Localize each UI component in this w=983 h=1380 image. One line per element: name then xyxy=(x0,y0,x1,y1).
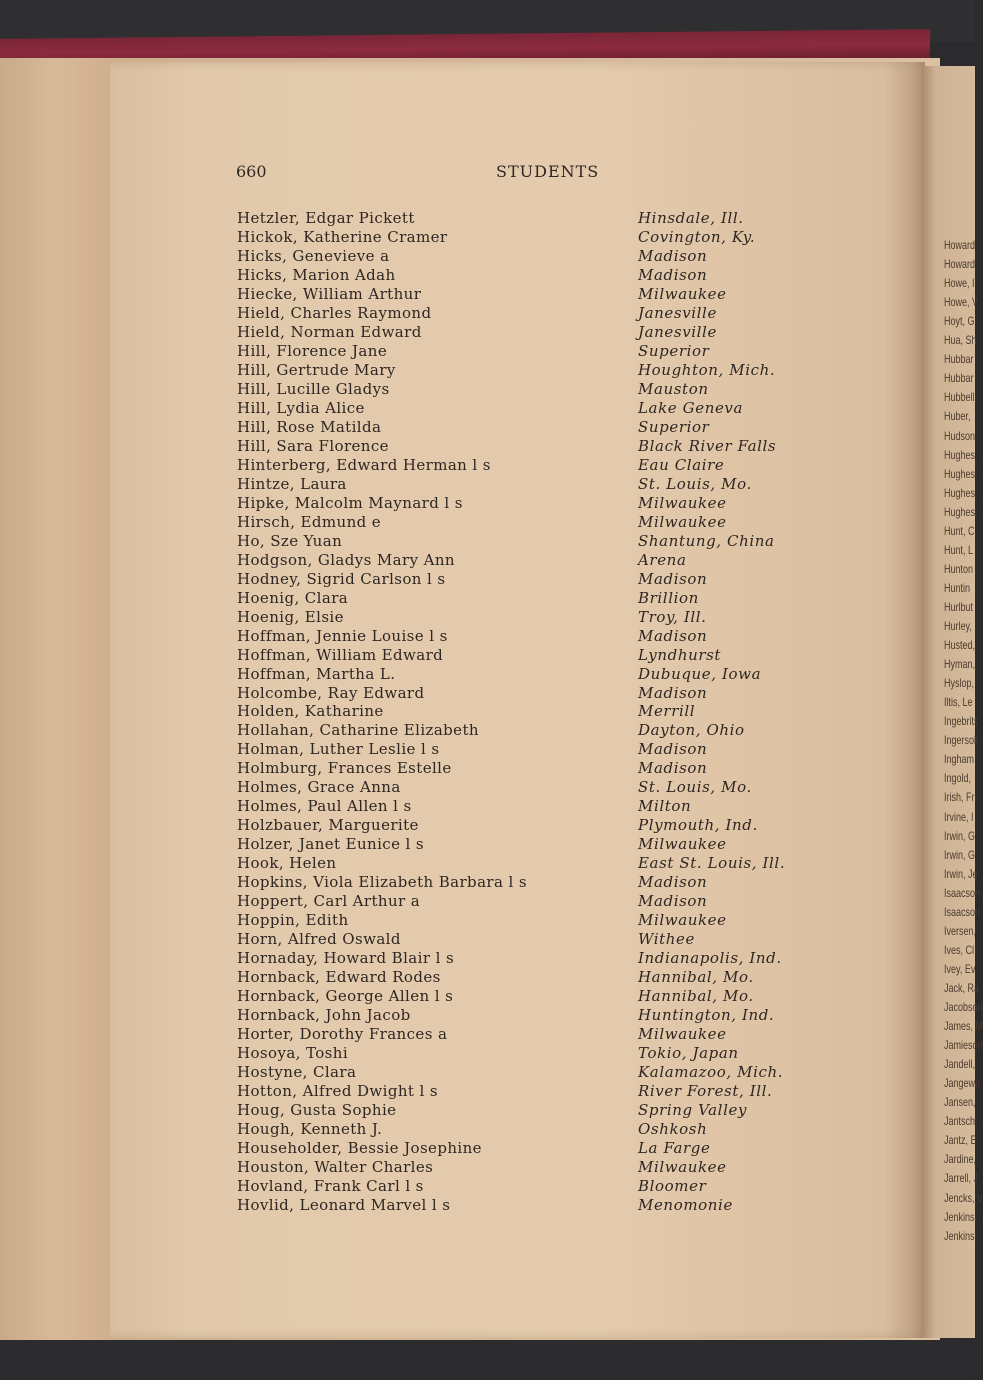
student-hometown: St. Louis, Mo. xyxy=(638,474,752,493)
student-name: Hostyne, Clara xyxy=(237,1063,357,1082)
student-hometown: Troy, Ill. xyxy=(638,607,707,626)
student-name: Holcombe, Ray Edward xyxy=(237,683,425,702)
student-name: Hill, Florence Jane xyxy=(237,341,388,360)
student-hometown: Menomonie xyxy=(638,1195,733,1214)
student-hometown: Indianapolis, Ind. xyxy=(638,949,782,968)
student-hometown: Superior xyxy=(638,341,710,360)
student-hometown: Kalamazoo, Mich. xyxy=(638,1063,784,1082)
student-name: Householder, Bessie Josephine xyxy=(237,1139,482,1158)
list-item xyxy=(0,987,975,1006)
adjacent-page-fragment: Isaacson xyxy=(944,885,981,900)
adjacent-page-fragment: Jenkins, xyxy=(944,1228,978,1243)
list-item xyxy=(0,551,975,570)
student-name: Hodgson, Gladys Mary Ann xyxy=(237,550,455,569)
list-item xyxy=(0,740,975,759)
student-name: Hield, Norman Edward xyxy=(237,322,422,341)
adjacent-page-fragment: Howe, V xyxy=(944,295,979,310)
list-item xyxy=(0,1044,975,1063)
adjacent-page-fragment: Howe, I xyxy=(944,276,975,291)
student-name: Hetzler, Edgar Pickett xyxy=(237,209,415,227)
adjacent-page-fragment: Hubbar xyxy=(944,352,974,367)
student-hometown: Milwaukee xyxy=(638,1025,727,1044)
adjacent-page-fragment: Hubbell xyxy=(944,390,975,405)
student-hometown: Mauston xyxy=(638,379,709,398)
student-hometown: Dayton, Ohio xyxy=(638,721,745,740)
list-item xyxy=(0,589,975,608)
student-hometown: Shantung, China xyxy=(638,531,775,550)
student-name: Houg, Gusta Sophie xyxy=(237,1101,397,1120)
student-name: Hoffman, William Edward xyxy=(237,645,444,664)
student-hometown: Merrill xyxy=(638,702,696,721)
adjacent-page-fragment: Jandell, xyxy=(944,1057,976,1072)
adjacent-page-fragment: Jenkins, xyxy=(944,1209,978,1224)
list-item xyxy=(0,1101,975,1120)
adjacent-page-fragment: Hurlbut xyxy=(944,599,974,614)
list-item xyxy=(0,1025,975,1044)
student-hometown: Arena xyxy=(638,550,687,569)
student-hometown: Black River Falls xyxy=(638,436,777,455)
list-item xyxy=(0,816,975,835)
student-name: Hintze, Laura xyxy=(237,474,347,493)
student-name: Horter, Dorothy Frances a xyxy=(237,1025,448,1044)
list-item xyxy=(0,721,975,740)
student-hometown: Madison xyxy=(638,740,708,759)
student-hometown: Milwaukee xyxy=(638,284,727,303)
student-hometown: Eau Claire xyxy=(638,455,725,474)
student-name: Hovland, Frank Carl l s xyxy=(237,1176,424,1195)
adjacent-page-fragment: Irish, Fr xyxy=(944,790,975,805)
student-hometown: Janesville xyxy=(638,322,717,341)
adjacent-page-fragment: Hyman, xyxy=(944,657,976,672)
adjacent-page-fragment: Hyslop, xyxy=(944,676,975,691)
student-hometown: Milwaukee xyxy=(638,911,727,930)
student-name: Hirsch, Edmund e xyxy=(237,512,382,531)
list-item xyxy=(0,247,975,266)
list-item xyxy=(0,608,975,627)
list-item xyxy=(0,1120,975,1139)
student-name: Hornback, Edward Rodes xyxy=(237,968,441,987)
list-item xyxy=(0,1139,975,1158)
student-hometown: Plymouth, Ind. xyxy=(638,816,758,835)
student-hometown: Covington, Ky. xyxy=(638,227,756,246)
list-item xyxy=(0,532,975,551)
adjacent-page-fragment: Jantsch, xyxy=(944,1114,978,1129)
list-item xyxy=(0,456,975,475)
student-name: Holmes, Grace Anna xyxy=(237,778,401,797)
student-hometown: Superior xyxy=(638,417,710,436)
student-name: Hoffman, Jennie Louise l s xyxy=(237,626,448,645)
student-hometown: Hannibal, Mo. xyxy=(638,987,754,1006)
student-hometown: Hinsdale, Ill. xyxy=(638,209,744,227)
adjacent-page-fragment: Irwin, G xyxy=(944,828,976,843)
list-item xyxy=(0,323,975,342)
list-item xyxy=(0,759,975,778)
student-name: Holmburg, Frances Estelle xyxy=(237,759,452,778)
student-hometown: Spring Valley xyxy=(638,1101,748,1120)
student-name: Hosoya, Toshi xyxy=(237,1044,349,1063)
adjacent-page-fragment: Huntin xyxy=(944,580,971,595)
list-item xyxy=(0,266,975,285)
list-item xyxy=(0,1196,975,1215)
adjacent-page-fragment: Jardine, xyxy=(944,1152,977,1167)
list-item xyxy=(0,702,975,721)
adjacent-page-fragment: Husted, xyxy=(944,638,976,653)
student-hometown: Dubuque, Iowa xyxy=(638,664,762,683)
student-hometown: Lyndhurst xyxy=(638,645,722,664)
student-hometown: Madison xyxy=(638,626,708,645)
list-item xyxy=(0,475,975,494)
student-name: Hill, Gertrude Mary xyxy=(237,360,396,379)
adjacent-page-fragment: Hunton xyxy=(944,561,974,576)
student-hometown: Bloomer xyxy=(638,1176,707,1195)
student-name: Hough, Kenneth J. xyxy=(237,1120,383,1139)
list-item xyxy=(0,380,975,399)
list-item xyxy=(0,892,975,911)
student-hometown: La Farge xyxy=(638,1139,711,1158)
student-name: Hill, Rose Matilda xyxy=(237,417,382,436)
adjacent-page-fragment: Jencks, V xyxy=(944,1190,983,1205)
adjacent-page-fragment: Ingebrits xyxy=(944,714,979,729)
student-name: Hill, Lydia Alice xyxy=(237,398,365,417)
student-hometown: Milwaukee xyxy=(638,512,727,531)
list-item xyxy=(0,854,975,873)
student-name: Hipke, Malcolm Maynard l s xyxy=(237,493,463,512)
student-hometown: East St. Louis, Ill. xyxy=(638,854,786,873)
student-name: Holzbauer, Marguerite xyxy=(237,816,419,835)
list-item xyxy=(0,646,975,665)
student-hometown: River Forest, Ill. xyxy=(638,1082,773,1101)
list-item xyxy=(0,778,975,797)
adjacent-page-fragment: Iversen, xyxy=(944,923,977,938)
student-hometown: Madison xyxy=(638,569,708,588)
list-item xyxy=(0,399,975,418)
list-item xyxy=(0,627,975,646)
list-item xyxy=(0,285,975,304)
adjacent-page-fragment: Ivey, Ev xyxy=(944,961,976,976)
adjacent-page-fragment: Jantz, E xyxy=(944,1133,977,1148)
student-name: Hickok, Katherine Cramer xyxy=(237,227,448,246)
student-hometown: Hannibal, Mo. xyxy=(638,968,754,987)
student-name: Hoffman, Martha L. xyxy=(237,664,396,683)
list-item xyxy=(0,911,975,930)
adjacent-page-fragment: Hughes, xyxy=(944,504,978,519)
list-item xyxy=(0,665,975,684)
list-item xyxy=(0,494,975,513)
list-item xyxy=(0,304,975,323)
student-hometown: Milwaukee xyxy=(638,1158,727,1176)
student-hometown: Houghton, Mich. xyxy=(638,360,776,379)
adjacent-page-fragment: Howard xyxy=(944,257,976,272)
student-name: Hovlid, Leonard Marvel l s xyxy=(237,1195,451,1214)
student-name: Hoppin, Edith xyxy=(237,911,349,930)
adjacent-page-fragment: Iltis, Le xyxy=(944,695,973,710)
list-item xyxy=(0,209,975,228)
page-number: 660 xyxy=(236,162,267,181)
student-hometown: Milwaukee xyxy=(638,835,727,854)
student-hometown: Brillion xyxy=(638,588,699,607)
adjacent-page-fragment: Ives, Cl xyxy=(944,942,975,957)
list-item xyxy=(0,684,975,703)
student-name: Hinterberg, Edward Herman l s xyxy=(237,455,491,474)
adjacent-page-fragment: Hua, Sh xyxy=(944,333,977,348)
adjacent-page-fragment: Hoyt, G xyxy=(944,314,975,329)
list-item xyxy=(0,930,975,949)
student-name: Hollahan, Catharine Elizabeth xyxy=(237,721,479,740)
list-item xyxy=(0,228,975,247)
adjacent-page-fragment: Jarrell, J xyxy=(944,1171,979,1186)
student-hometown: Madison xyxy=(638,759,708,778)
student-name: Hill, Lucille Gladys xyxy=(237,379,390,398)
running-head: STUDENTS xyxy=(496,162,600,181)
adjacent-page-fragment: Hughes, xyxy=(944,447,978,462)
adjacent-page-fragment: Irvine, I xyxy=(944,809,974,824)
list-item xyxy=(0,1177,975,1196)
student-hometown: Tokio, Japan xyxy=(638,1044,739,1063)
adjacent-page-fragment: Hunt, L xyxy=(944,542,974,557)
student-name: Hopkins, Viola Elizabeth Barbara l s xyxy=(237,873,527,892)
student-hometown: Withee xyxy=(638,930,695,949)
adjacent-page-fragment: Jansen, xyxy=(944,1095,976,1110)
adjacent-page-fragment: Ingersoll xyxy=(944,733,979,748)
adjacent-page-fragment: James, M xyxy=(944,1019,983,1034)
student-name: Hotton, Alfred Dwight l s xyxy=(237,1082,438,1101)
student-name: Ho, Sze Yuan xyxy=(237,531,343,550)
student-name: Hoenig, Clara xyxy=(237,588,349,607)
student-hometown: Madison xyxy=(638,683,708,702)
adjacent-page-fragment: Ingold, xyxy=(944,771,972,786)
student-hometown: Lake Geneva xyxy=(638,398,744,417)
adjacent-page-fragment: Howard xyxy=(944,238,976,252)
student-name: Hornback, George Allen l s xyxy=(237,987,454,1006)
adjacent-page-fragment: Jangewa xyxy=(944,1076,981,1091)
student-name: Hiecke, William Arthur xyxy=(237,284,422,303)
student-name: Hodney, Sigrid Carlson l s xyxy=(237,569,446,588)
list-item xyxy=(0,797,975,816)
list-item xyxy=(0,1158,975,1177)
adjacent-page-fragment: Huber, xyxy=(944,409,971,424)
list-item xyxy=(0,513,975,532)
student-hometown: St. Louis, Mo. xyxy=(638,778,752,797)
list-item xyxy=(0,570,975,589)
student-hometown: Madison xyxy=(638,873,708,892)
adjacent-page-fragment: Isaacson xyxy=(944,904,981,919)
student-hometown: Huntington, Ind. xyxy=(638,1006,775,1025)
adjacent-page-fragment: Jack, Ra xyxy=(944,980,980,995)
student-name: Holzer, Janet Eunice l s xyxy=(237,835,425,854)
adjacent-page-fragment: Jamieson xyxy=(944,1038,983,1053)
student-name: Hicks, Marion Adah xyxy=(237,265,396,284)
student-hometown: Janesville xyxy=(638,303,717,322)
list-item xyxy=(0,342,975,361)
adjacent-page-fragment: Hughes, xyxy=(944,466,978,481)
student-name: Hook, Helen xyxy=(237,854,337,873)
list-item xyxy=(0,873,975,892)
student-hometown: Milwaukee xyxy=(638,493,727,512)
student-name: Hornback, John Jacob xyxy=(237,1006,411,1025)
student-hometown: Madison xyxy=(638,246,708,265)
student-hometown: Madison xyxy=(638,265,708,284)
student-name: Holden, Katharine xyxy=(237,702,384,721)
list-item xyxy=(0,437,975,456)
list-item xyxy=(0,968,975,987)
list-item xyxy=(0,1082,975,1101)
adjacent-page-fragment: Hubbar xyxy=(944,371,974,386)
student-hometown: Madison xyxy=(638,892,708,911)
adjacent-page-fragment: Irwin, Je xyxy=(944,866,978,881)
student-name: Holman, Luther Leslie l s xyxy=(237,740,440,759)
student-name: Hicks, Genevieve a xyxy=(237,246,390,265)
list-item xyxy=(0,949,975,968)
student-name: Houston, Walter Charles xyxy=(237,1158,434,1176)
list-item xyxy=(0,361,975,380)
student-name: Hield, Charles Raymond xyxy=(237,303,432,322)
list-item xyxy=(0,835,975,854)
list-item xyxy=(0,1063,975,1082)
student-hometown: Milton xyxy=(638,797,692,816)
adjacent-page-fragment: Hughes, xyxy=(944,485,978,500)
student-name: Hoenig, Elsie xyxy=(237,607,344,626)
adjacent-page-fragment: Hurley, xyxy=(944,619,972,633)
student-name: Hill, Sara Florence xyxy=(237,436,389,455)
adjacent-page-fragment: Hudson xyxy=(944,428,976,443)
adjacent-page-fragment: Irwin, G xyxy=(944,847,976,862)
adjacent-page-fragment: Jacobson xyxy=(944,1000,983,1014)
list-item xyxy=(0,418,975,437)
list-item xyxy=(0,1006,975,1025)
student-hometown: Oshkosh xyxy=(638,1120,708,1139)
student-name: Holmes, Paul Allen l s xyxy=(237,797,412,816)
adjacent-page-fragment: Ingham xyxy=(944,752,975,767)
background-bottom xyxy=(0,1340,975,1380)
student-name: Horn, Alfred Oswald xyxy=(237,930,401,949)
student-name: Hoppert, Carl Arthur a xyxy=(237,892,421,911)
adjacent-page-fragment: Hunt, C xyxy=(944,523,975,538)
student-name: Hornaday, Howard Blair l s xyxy=(237,949,455,968)
